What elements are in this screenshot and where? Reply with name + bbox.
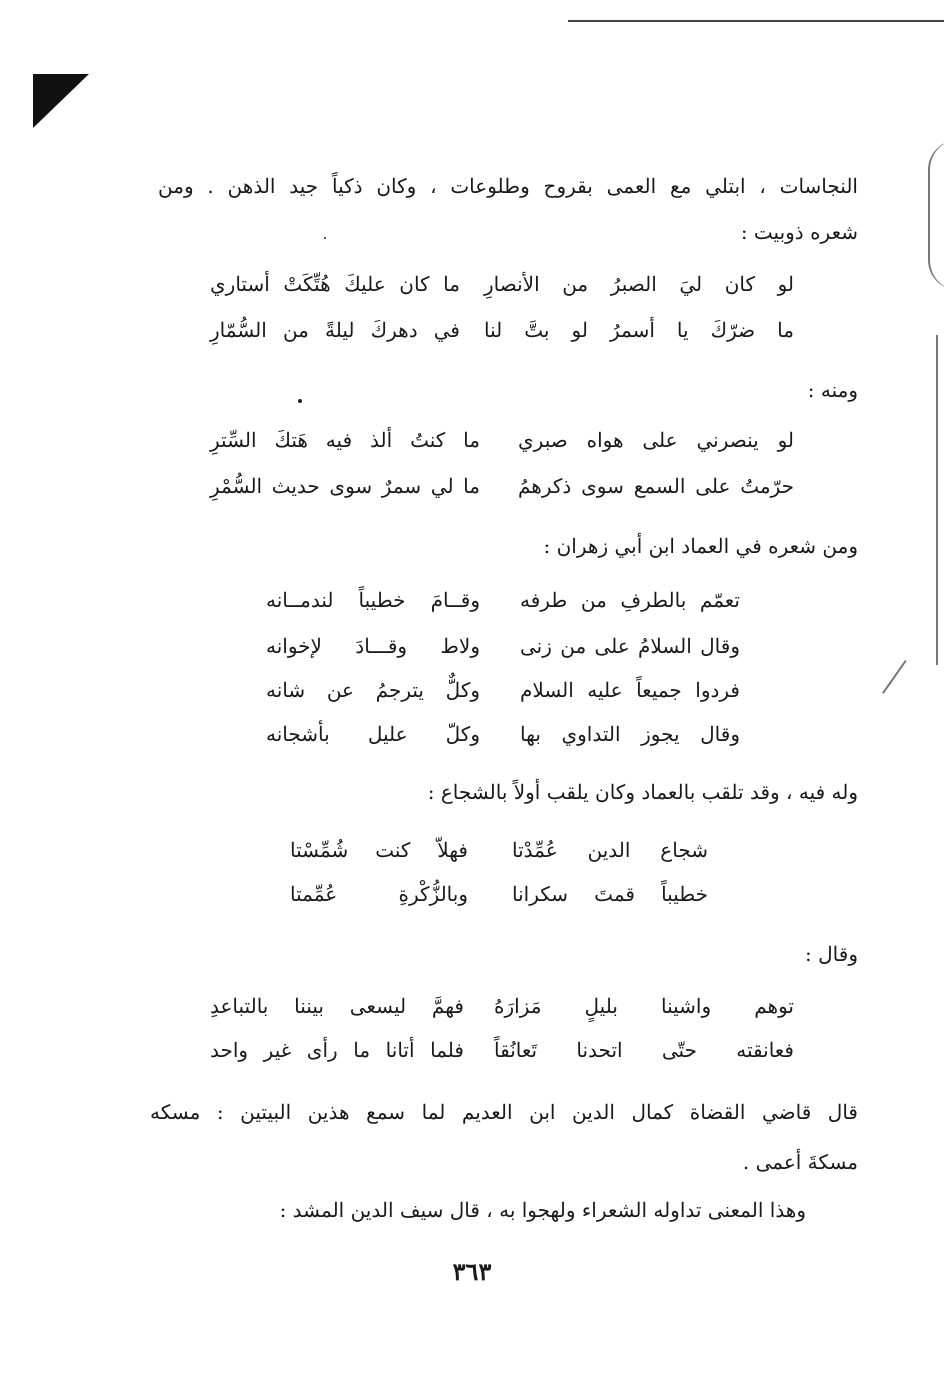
- label-imad: ومن شعره في العماد ابن أبي زهران :: [543, 534, 858, 558]
- corner-triangle-mark: [33, 74, 89, 128]
- hemistich-second: ما كنتُ ألذ فيه هَتكَ السِّترِ: [210, 428, 480, 452]
- hemistich-first: لو ينصرني على هواه صبري: [518, 428, 794, 452]
- hemistich-second: فلما أتانا ما رأى غير واحد: [210, 1038, 464, 1062]
- label-qal: وقال :: [805, 942, 858, 966]
- hemistich-second: ولاط وقـــادَ لإخوانه: [266, 634, 480, 658]
- hemistich-second: في دهركَ ليلةً من السُّمّارِ: [210, 318, 460, 342]
- ink-dot: [298, 399, 302, 403]
- hemistich-first: خطيباً قمتَ سكرانا: [512, 882, 708, 906]
- top-rule: [568, 20, 944, 22]
- hemistich-first: ما ضرّكَ يا أسمرُ لو بتَّ لنا: [484, 318, 794, 342]
- hemistich-second: فهلاّ كنت شُمِّسْتا: [290, 838, 468, 862]
- hemistich-first: وقال يجوز التداوي بها: [520, 722, 740, 746]
- hemistich-first: فردوا جميعاً عليه السلام: [520, 678, 740, 702]
- hemistich-second: وكلٌّ يترجمُ عن شانه: [266, 678, 480, 702]
- label-shuja: وله فيه ، وقد تلقب بالعماد وكان يلقب أولاً بالشجاع :: [427, 780, 858, 804]
- closing-line: وهذا المعنى تداوله الشعراء ولهجوا به ، قال سيف الدين المشد :: [279, 1198, 806, 1222]
- scan-edge-diagonal: [882, 660, 907, 694]
- scan-edge-curve: [928, 140, 944, 290]
- hemistich-second: وبالزُّكْرةِ عُمِّمتا: [290, 882, 468, 906]
- hemistich-first: فعانقته حتّى اتحدنا تَعانُقاً: [494, 1038, 794, 1062]
- intro-line-2: شعره ذوبيت :: [740, 220, 858, 244]
- hemistich-first: لو كان ليَ الصبرُ من الأنصارِ: [484, 272, 794, 296]
- hemistich-second: ما لي سمرٌ سوى حديث السُّمْرِ: [210, 474, 480, 498]
- hemistich-first: تعمّم بالطرفِ من طرفه: [520, 588, 740, 612]
- scan-edge-line: [936, 335, 938, 665]
- hemistich-first: وقال السلامُ على من زنى: [520, 634, 740, 658]
- qadi-line-1: قال قاضي القضاة كمال الدين ابن العديم لما سمع هذين البيتين : مسكه: [150, 1100, 858, 1124]
- hemistich-second: فهمَّ ليسعى بيننا بالتباعدِ: [210, 994, 464, 1018]
- hemistich-second: وقــامَ خطيباً لندمــانه: [266, 588, 480, 612]
- hemistich-second: ما كان عليكَ هُتِّكَتْ أستاري: [210, 272, 460, 296]
- hemistich-second: وكلّ عليل بأشجانه: [266, 722, 480, 746]
- ink-speck: [324, 237, 326, 239]
- hemistich-first: شجاع الدين عُمِّدْتا: [512, 838, 708, 862]
- page-number: ٣٦٣: [452, 1257, 492, 1286]
- label-minhu: ومنه :: [807, 378, 858, 402]
- intro-line-1: النجاسات ، ابتلي مع العمى بقروح وطلوعات ، وكان ذكياً جيد الذهن . ومن: [158, 174, 858, 198]
- hemistich-first: توهم واشينا بليلٍ مَزارَهُ: [494, 994, 794, 1018]
- qadi-line-2: مسكةَ أعمى .: [742, 1150, 858, 1174]
- hemistich-first: حرّمتُ على السمع سوى ذكرهمُ: [518, 474, 794, 498]
